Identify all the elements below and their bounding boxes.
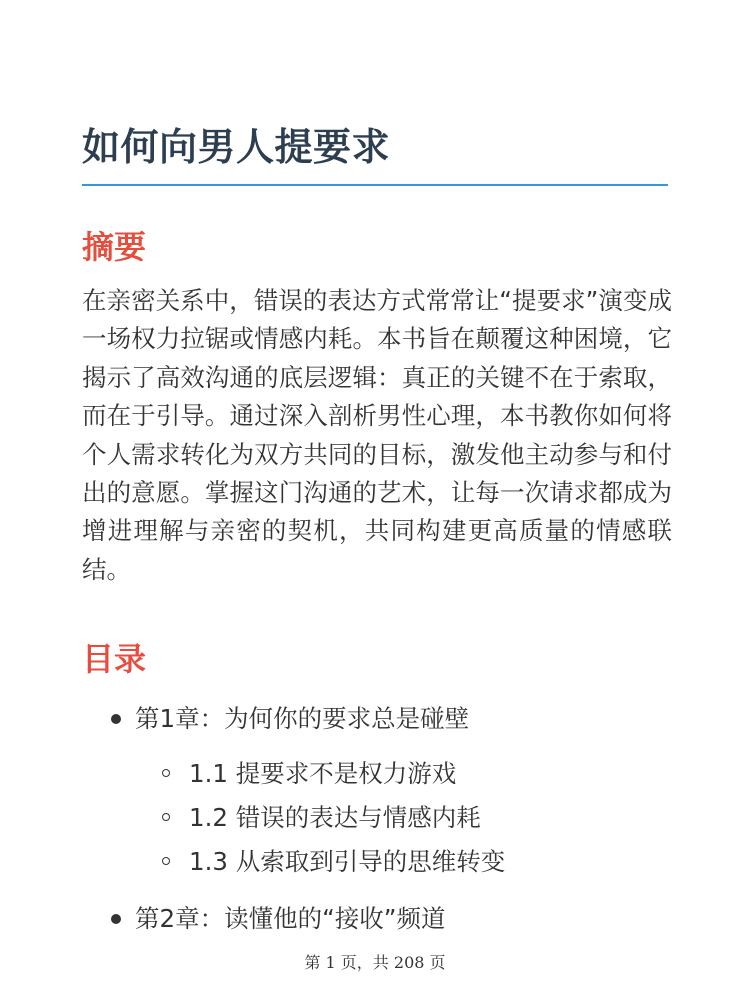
toc-item-label: 1.1 提要求不是权力游戏 bbox=[189, 759, 457, 788]
bullet-circle-icon bbox=[162, 813, 170, 821]
toc-heading: 目录 bbox=[82, 640, 147, 678]
toc-item-label: 第1章：为何你的要求总是碰壁 bbox=[135, 704, 470, 733]
bullet-disc-icon bbox=[111, 714, 121, 724]
toc-section-1-3[interactable] bbox=[189, 845, 505, 879]
toc-chapter-2[interactable] bbox=[135, 902, 445, 936]
toc-chapter-1[interactable] bbox=[135, 702, 469, 736]
toc-item-label: 第2章：读懂他的“接收”频道 bbox=[135, 904, 446, 933]
toc-section-1-2[interactable] bbox=[189, 801, 481, 835]
document-title: 如何向男人提要求 bbox=[82, 125, 391, 169]
toc-section-1-1[interactable] bbox=[189, 757, 456, 791]
bullet-circle-icon bbox=[162, 769, 170, 777]
bullet-circle-icon bbox=[162, 857, 170, 865]
bullet-disc-icon bbox=[111, 914, 121, 924]
page-number-footer: 第 1 页，共 208 页 bbox=[304, 953, 446, 972]
abstract-heading: 摘要 bbox=[82, 228, 147, 266]
toc-item-label: 1.3 从索取到引导的思维转变 bbox=[189, 847, 506, 876]
abstract-body: 在亲密关系中，错误的表达方式常常让“提要求”演变成一场权力拉锯或情感内耗。本书旨在颠覆这种困境，它揭示了高效沟通的底层逻辑：真正的关键不在于索取，而在于引导。通过深入剖析男性心理，本书教你如何将个人需求转化为双方共同的目标，激发他主动参与和付出的意愿。掌握这门沟通的艺术，让每一次请求都成为增进理解与亲密的契机，共同构建更高质量的情感联结。 bbox=[82, 286, 672, 584]
toc-item-label: 1.2 错误的表达与情感内耗 bbox=[189, 803, 481, 832]
